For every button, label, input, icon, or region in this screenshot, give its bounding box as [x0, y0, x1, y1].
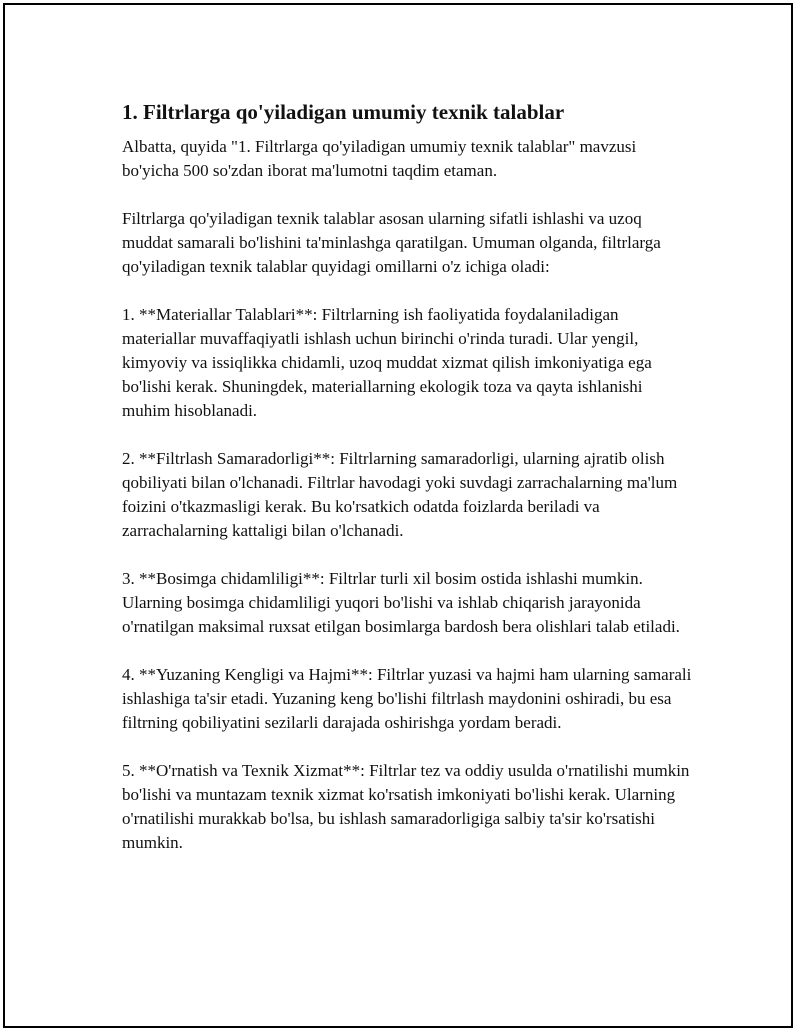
paragraph-pressure: 3. **Bosimga chidamliligi**: Filtrlar turli xil bosim ostida ishlashi mumkin. Ularning bosimga chidamliligi yuqori bo'lishi va ishlab chiqarish jarayonida o'rnatilgan maksimal ruxsat etilgan bosimlarga bardosh bera olishlari talab etiladi.	[122, 569, 680, 636]
paragraph-intro: Albatta, quyida "1. Filtrlarga qo'yiladigan umumiy texnik talablar" mavzusi bo'yicha 500 so'zdan iborat ma'lumotni taqdim etaman.	[122, 137, 637, 180]
paragraph-surface: 4. **Yuzaning Kengligi va Hajmi**: Filtrlar yuzasi va hajmi ham ularning samarali ishlashiga ta'sir etadi. Yuzaning keng bo'lishi filtrlash maydonini oshiradi, bu esa filtrning qobiliyatini sezilarli darajada oshirishga yordam beradi.	[122, 665, 692, 732]
paragraph-materials: 1. **Materiallar Talablari**: Filtrlarning ish faoliyatida foydalaniladigan materiallar muvaffaqiyatli ishlash uchun birinchi o'rinda turadi. Ular yengil, kimyoviy va issiqlikka chidamli, uzoq muddat xizmat qilish imkoniyatiga ega bo'lishi kerak. Shuningdek, materiallarning ekologik toza va qayta ishlanishi muhim hisoblanadi.	[122, 305, 652, 420]
paragraph-installation: 5. **O'rnatish va Texnik Xizmat**: Filtrlar tez va oddiy usulda o'rnatilishi mumkin bo'lishi va muntazam texnik xizmat ko'rsatish imkoniyati bo'lishi kerak. Ularning o'rnatilishi murakkab bo'lsa, bu ishlash samaradorligiga salbiy ta'sir ko'rsatishi mumkin.	[122, 761, 690, 852]
document-body	[122, 99, 694, 879]
page-frame	[3, 3, 793, 1028]
paragraph-overview: Filtrlarga qo'yiladigan texnik talablar asosan ularning sifatli ishlashi va uzoq muddat samarali bo'lishini ta'minlashga qaratilgan. Umuman olganda, filtrlarga qo'yiladigan texnik talablar quyidagi omillarni o'z ichiga oladi:	[122, 209, 661, 276]
paragraph-efficiency: 2. **Filtrlash Samaradorligi**: Filtrlarning samaradorligi, ularning ajratib olish qobiliyati bilan o'lchanadi. Filtrlar havodagi yoki suvdagi zarrachalarning ma'lum foizini o'tkazmasligi kerak. Bu ko'rsatkich odatda foizlarda beriladi va zarrachalarning kattaligi bilan o'lchanadi.	[122, 449, 678, 540]
document-title: 1. Filtrlarga qo'yiladigan umumiy texnik talablar	[122, 100, 565, 124]
